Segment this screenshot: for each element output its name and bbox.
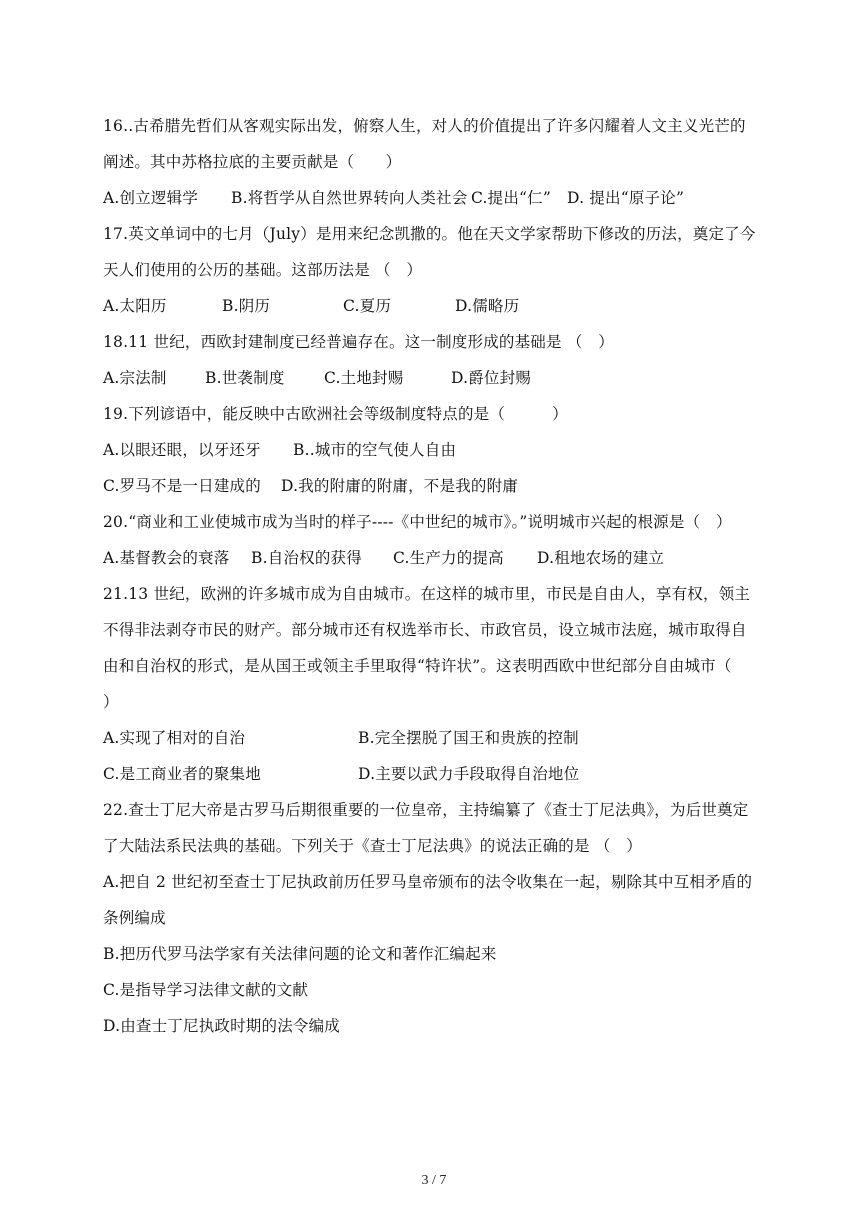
- page-number: 3 / 7: [421, 1173, 447, 1188]
- question-17-options: [103, 288, 768, 324]
- question-19-option-c: C.罗马不是一日建成的: [103, 477, 261, 495]
- question-22-option-b: B.把历代罗马法学家有关法律问题的论文和著作汇编起来: [103, 945, 497, 963]
- question-18-option-c: C.土地封赐: [324, 369, 404, 387]
- question-list: [103, 108, 768, 1044]
- question-22-option-c: C.是指导学习法律文献的文献: [103, 981, 309, 999]
- question-17-option-c: C.夏历: [343, 297, 392, 315]
- question-17-option-a: A.太阳历: [103, 297, 167, 315]
- question-21-options-row-2: [103, 756, 768, 792]
- question-21-option-b: B.完全摆脱了国王和贵族的控制: [358, 729, 579, 747]
- question-21-line-2: 不得非法剥夺市民的财产。部分城市还有权选举市长、市政官员，设立城市法庭，城市取得自: [103, 621, 747, 639]
- question-20-option-a: A.基督教会的衰落: [103, 549, 230, 567]
- question-21-option-c: C.是工商业者的聚集地: [103, 765, 261, 783]
- question-22-option-a-line-2: 条例编成: [103, 909, 166, 927]
- question-17-option-b: B.阴历: [222, 297, 271, 315]
- question-16-line-2: 阐述。其中苏格拉底的主要贡献是（ ）: [103, 153, 402, 171]
- question-17-line-1: 17.英文单词中的七月（July）是用来纪念凯撒的。他在天文学家帮助下修改的历法，奠定了今: [103, 225, 756, 243]
- question-19-option-b: B..城市的空气使人自由: [293, 441, 457, 459]
- question-22-option-a-line-1: A.把自 2 世纪初至查士丁尼执政前历任罗马皇帝颁布的法令收集在一起，剔除其中互相矛盾的: [103, 873, 753, 891]
- question-18-option-a: A.宗法制: [103, 369, 167, 387]
- question-18-options: [103, 360, 768, 396]
- question-17-option-d: D.儒略历: [455, 297, 520, 315]
- question-19-options-row-2: [103, 468, 768, 504]
- question-22-line-2: 了大陆法系民法典的基础。下列关于《查士丁尼法典》的说法正确的是 （ ）: [103, 837, 642, 855]
- question-21-line-1: 21.13 世纪，欧洲的许多城市成为自由城市。在这样的城市里，市民是自由人，享有权，领主: [103, 585, 751, 603]
- question-20-option-b: B.自治权的获得: [251, 549, 362, 567]
- question-19-line-1: 19.下列谚语中，能反映中古欧洲社会等级制度特点的是（ ）: [103, 405, 568, 423]
- question-19-option-d: D.我的附庸的附庸，不是我的附庸: [281, 477, 519, 495]
- question-21-option-d: D.主要以武力手段取得自治地位: [358, 765, 580, 783]
- question-16-option-b: B.将哲学从自然世界转向人类社会: [231, 189, 468, 207]
- question-17-line-2: 天人们使用的公历的基础。这部历法是 （ ）: [103, 261, 423, 279]
- question-19-options-row-1: [103, 432, 768, 468]
- question-19-option-a: A.以眼还眼，以牙还牙: [103, 441, 261, 459]
- question-18-option-b: B.世袭制度: [205, 369, 285, 387]
- question-22-option-d: D.由查士丁尼执政时期的法令编成: [103, 1017, 341, 1035]
- question-22-line-1: 22.查士丁尼大帝是古罗马后期很重要的一位皇帝，主持编纂了《查士丁尼法典》，为后世奠定: [103, 801, 749, 819]
- question-21-line-4: ）: [103, 693, 119, 711]
- question-21-line-3: 由和自治权的形式，是从国王或领主手里取得“特许状”。这表明西欧中世纪部分自由城市（: [103, 657, 732, 675]
- question-20-line-1: 20.“商业和工业使城市成为当时的样子----《中世纪的城市》。”说明城市兴起的根源是（ ）: [103, 513, 732, 531]
- question-20-options: [103, 540, 768, 576]
- question-21-option-a: A.实现了相对的自治: [103, 729, 246, 747]
- question-16-option-a: A.创立逻辑学: [103, 189, 199, 207]
- question-20-option-c: C.生产力的提高: [393, 549, 504, 567]
- question-20-option-d: D.租地农场的建立: [537, 549, 665, 567]
- question-18-line-1: 18.11 世纪，西欧封建制度已经普遍存在。这一制度形成的基础是 （ ）: [103, 333, 614, 351]
- question-21-options-row-1: [103, 720, 768, 756]
- question-16-line-1: 16..古希腊先哲们从客观实际出发，俯察人生，对人的价值提出了许多闪耀着人文主义光芒的: [103, 117, 746, 135]
- question-16-options: [103, 180, 768, 216]
- question-18-option-d: D.爵位封赐: [451, 369, 532, 387]
- question-16-option-d: D. 提出“原子论”: [567, 189, 685, 207]
- question-16-option-c: C.提出“仁”: [471, 189, 551, 207]
